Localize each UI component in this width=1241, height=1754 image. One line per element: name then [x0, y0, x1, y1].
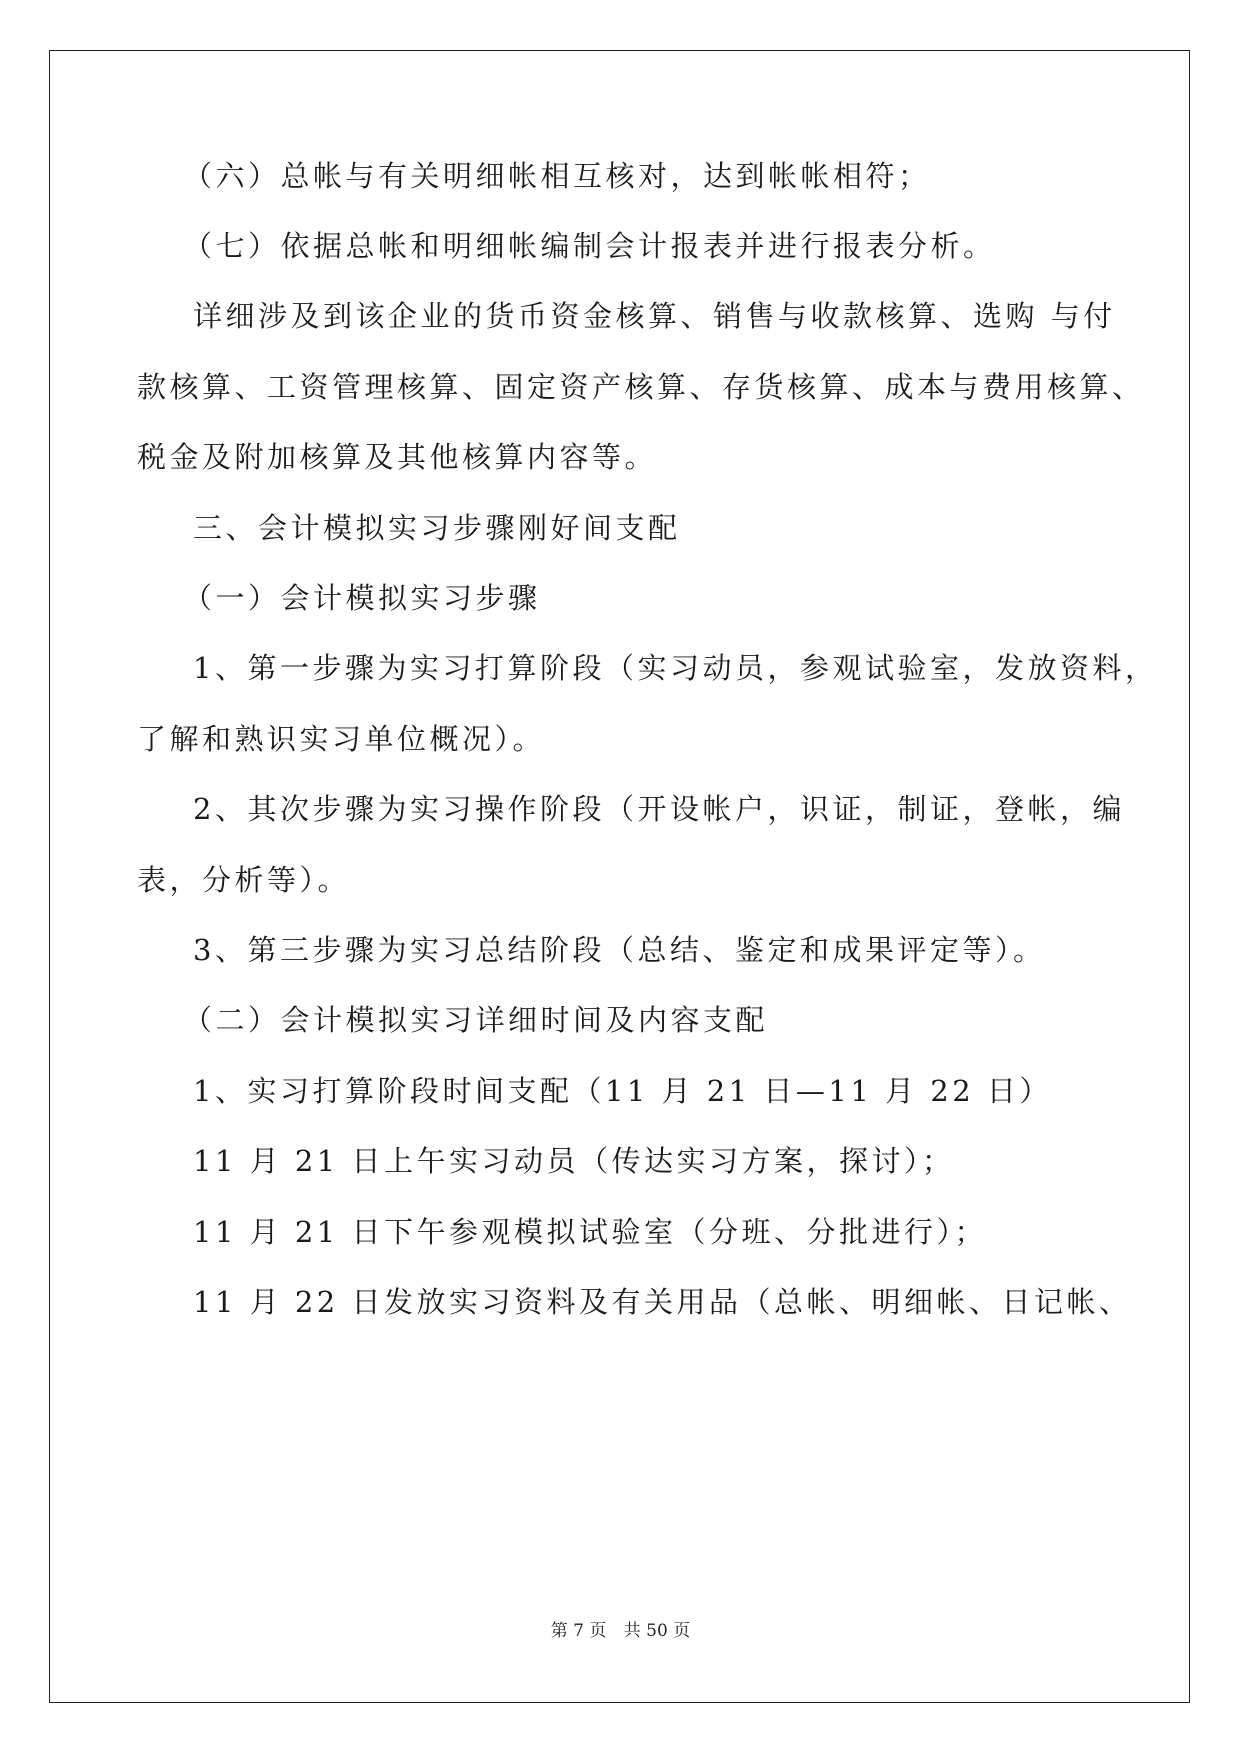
text-line: 款核算、工资管理核算、固定资产核算、存货核算、成本与费用核算、	[137, 370, 1145, 404]
text-line: 税金及附加核算及其他核算内容等。	[137, 440, 658, 474]
text-line: 2、其次步骤为实习操作阶段（开设帐户，识证，制证，登帐，编	[193, 792, 1125, 826]
section-heading: 三、会计模拟实习步骤刚好间支配	[193, 511, 681, 545]
text-line: 了解和熟识实习单位概况）。	[137, 722, 546, 756]
text-line: 11 月 21 日上午实习动员（传达实习方案，探讨）；	[193, 1144, 955, 1178]
text-line: （七）依据总帐和明细帐编制会计报表并进行报表分析。	[183, 229, 996, 263]
text-line: 详细涉及到该企业的货币资金核算、销售与收款核算、选购 与付	[193, 299, 1116, 333]
text-line: 表，分析等）。	[137, 863, 351, 897]
subsection-heading: （一）会计模拟实习步骤	[183, 581, 541, 615]
subsection-heading: （二）会计模拟实习详细时间及内容支配	[183, 1003, 769, 1037]
text-line: 11 月 21 日下午参观模拟试验室（分班、分批进行）；	[193, 1215, 987, 1249]
text-line: 11 月 22 日发放实习资料及有关用品（总帐、明细帐、日记帐、	[193, 1285, 1132, 1319]
page-number: 第 7 页	[550, 1621, 607, 1641]
text-line: 1、第一步骤为实习打算阶段（实习动员，参观试验室，发放资料，	[193, 651, 1158, 685]
text-line: （六）总帐与有关明细帐相互核对，达到帐帐相符；	[183, 159, 931, 193]
page-footer	[0, 1616, 1241, 1641]
text-line: 3、第三步骤为实习总结阶段（总结、鉴定和成果评定等）。	[193, 933, 1046, 967]
page-total: 共 50 页	[623, 1621, 691, 1641]
text-line: 1、实习打算阶段时间支配（11 月 21 日—11 月 22 日）	[193, 1074, 1052, 1108]
